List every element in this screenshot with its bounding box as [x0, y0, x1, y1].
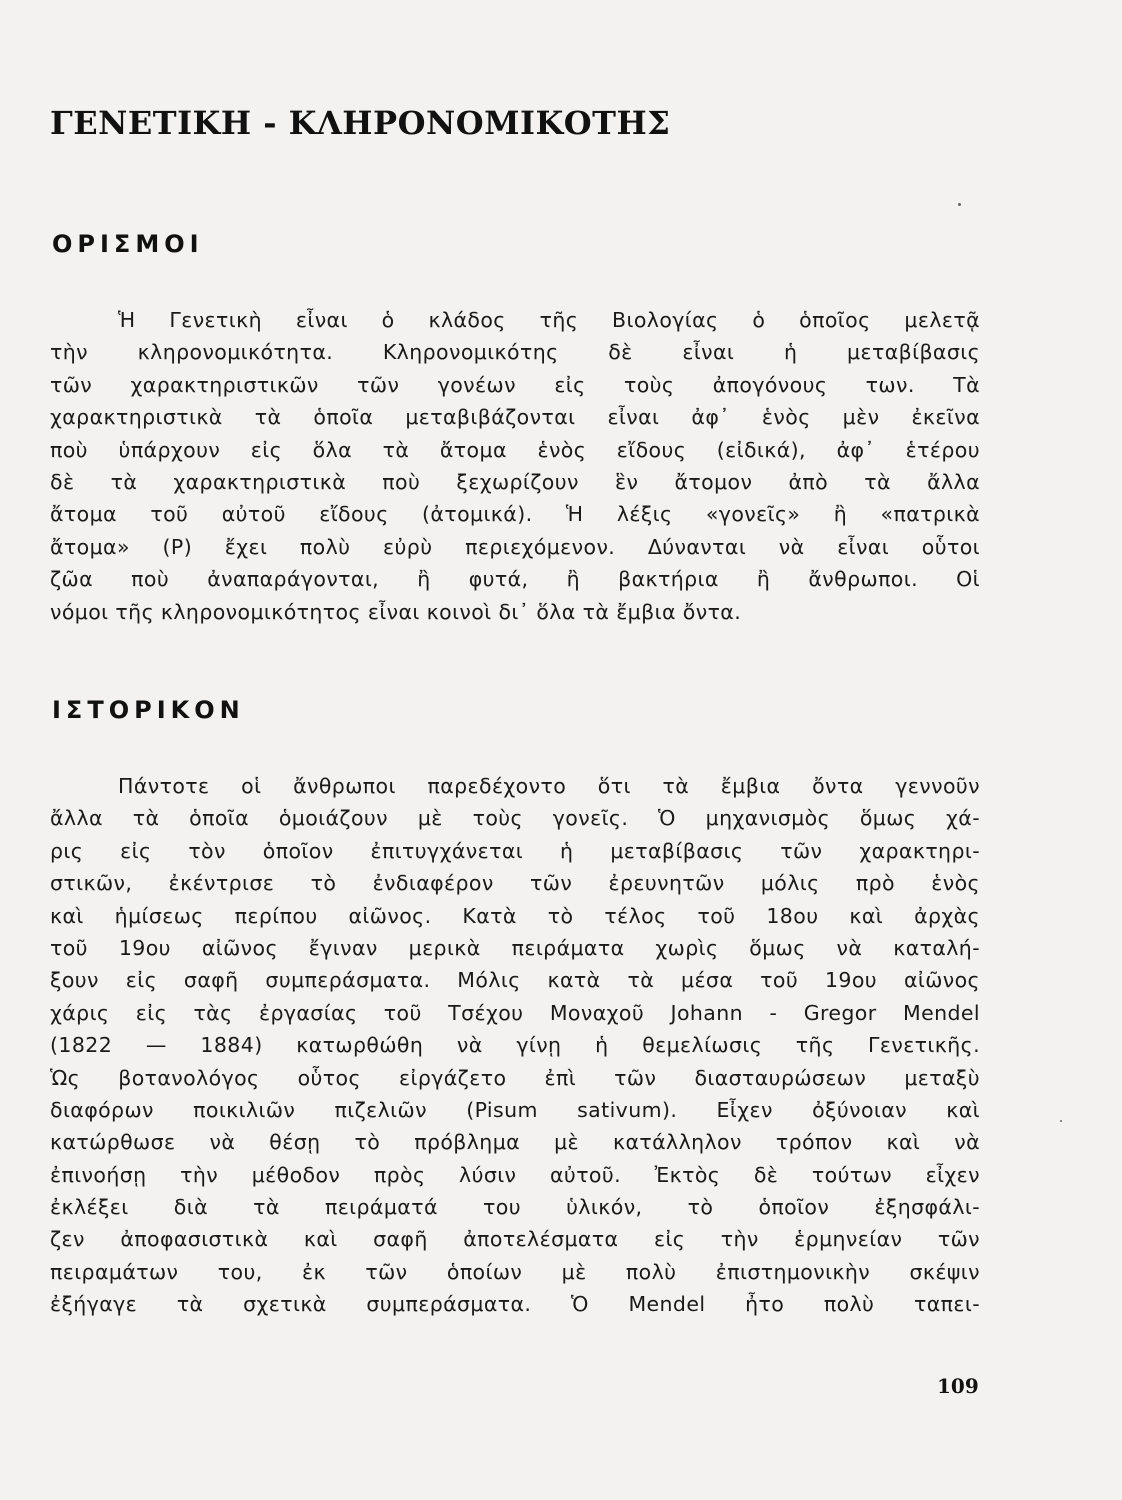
print-speck: [1060, 1120, 1062, 1122]
chapter-title: ΓΕΝΕΤΙΚΗ - ΚΛΗΡΟΝΟΜΙΚΟΤΗΣ: [50, 104, 671, 142]
text-line: (1822 — 1884) κατωρθώθη νὰ γίνῃ ἡ θεμελίωσις τῆς Γενετικῆς.: [50, 1033, 980, 1058]
text-line: ξουν εἰς σαφῆ συμπεράσματα. Μόλις κατὰ τὰ μέσα τοῦ 19ου αἰῶνος: [50, 968, 980, 993]
text-line: Ἡ Γενετικὴ εἶναι ὁ κλάδος τῆς Βιολογίας ὁ ὁποῖος μελετᾷ: [118, 308, 980, 332]
section-heading-history: ΙΣΤΟΡΙΚΟΝ: [52, 696, 245, 724]
text-line: ζεν ἀποφασιστικὰ καὶ σαφῆ ἀποτελέσματα εἰς τὴν ἑρμηνείαν τῶν: [50, 1227, 980, 1252]
definitions-paragraph: [50, 304, 980, 628]
text-line: τοῦ 19ου αἰῶνος ἔγιναν μερικὰ πειράματα χωρὶς ὅμως νὰ καταλή-: [50, 935, 980, 960]
section-heading-definitions: ΟΡΙΣΜΟΙ: [52, 230, 204, 258]
text-line: ἐξήγαγε τὰ σχετικὰ συμπεράσματα. Ὁ Mendel ἦτο πολὺ ταπει-: [50, 1292, 980, 1317]
text-line: ἄλλα τὰ ὁποῖα ὁμοιάζουν μὲ τοὺς γονεῖς. Ὁ μηχανισμὸς ὅμως χά-: [50, 806, 980, 831]
text-line: καὶ ἡμίσεως περίπου αἰῶνος. Κατὰ τὸ τέλος τοῦ 18ου καὶ ἀρχὰς: [50, 903, 980, 928]
print-speck: [958, 203, 961, 206]
text-line: τὴν κληρονομικότητα. Κληρονομικότης δὲ εἶναι ἡ μεταβίβασις: [50, 340, 980, 365]
text-line: ρις εἰς τὸν ὁποῖον ἐπιτυγχάνεται ἡ μεταβίβασις τῶν χαρακτηρι-: [50, 838, 980, 863]
text-line: Πάντοτε οἱ ἄνθρωποι παρεδέχοντο ὅτι τὰ ἔμβια ὄντα γεννοῦν: [118, 774, 980, 798]
text-line: χαρακτηριστικὰ τὰ ὁποῖα μεταβιβάζονται εἶναι ἀφ᾽ ἑνὸς μὲν ἐκεῖνα: [50, 405, 980, 430]
text-line: ἐκλέξει διὰ τὰ πειράματά του ὑλικόν, τὸ ὁποῖον ἐξησφάλι-: [50, 1195, 980, 1220]
text-line: κατώρθωσε νὰ θέσῃ τὸ πρόβλημα μὲ κατάλληλον τρόπον καὶ νὰ: [50, 1130, 980, 1155]
text-line: ζῶα ποὺ ἀναπαράγονται, ἢ φυτά, ἢ βακτήρια ἢ ἄνθρωποι. Οἱ: [50, 567, 980, 592]
text-line: ἄτομα τοῦ αὐτοῦ εἴδους (ἀτομικά). Ἡ λέξις «γονεῖς» ἢ «πατρικὰ: [50, 502, 980, 527]
text-line: πειραμάτων του, ἐκ τῶν ὁποίων μὲ πολὺ ἐπιστημονικὴν σκέψιν: [50, 1259, 980, 1284]
text-line: Ὡς βοτανολόγος οὗτος εἰργάζετο ἐπὶ τῶν διασταυρώσεων μεταξὺ: [50, 1065, 980, 1090]
text-line: χάρις εἰς τὰς ἐργασίας τοῦ Τσέχου Μοναχοῦ Johann - Gregor Mendel: [50, 1000, 980, 1025]
text-line: νόμοι τῆς κληρονομικότητος εἶναι κοινοὶ δι᾽ ὅλα τὰ ἔμβια ὄντα.: [50, 599, 742, 624]
text-line: ἄτομα» (P) ἔχει πολὺ εὐρὺ περιεχόμενον. Δύνανται νὰ εἶναι οὗτοι: [50, 534, 980, 559]
text-line: στικῶν, ἐκέντρισε τὸ ἐνδιαφέρον τῶν ἐρευνητῶν μόλις πρὸ ἑνὸς: [50, 871, 980, 896]
page-number: 109: [937, 1374, 979, 1398]
history-paragraph: [50, 770, 980, 1321]
text-line: ἐπινοήσῃ τὴν μέθοδον πρὸς λύσιν αὐτοῦ. Ἐκτὸς δὲ τούτων εἶχεν: [50, 1162, 980, 1187]
text-line: ποὺ ὑπάρχουν εἰς ὅλα τὰ ἄτομα ἑνὸς εἴδους (εἰδικά), ἀφ᾽ ἑτέρου: [50, 437, 980, 462]
text-line: δὲ τὰ χαρακτηριστικὰ ποὺ ξεχωρίζουν ἓν ἄτομον ἀπὸ τὰ ἄλλα: [50, 469, 980, 494]
text-line: διαφόρων ποικιλιῶν πιζελιῶν (Pisum sativum). Εἶχεν ὀξύνοιαν καὶ: [50, 1097, 980, 1122]
text-line: τῶν χαρακτηριστικῶν τῶν γονέων εἰς τοὺς ἀπογόνους των. Τὰ: [50, 372, 980, 397]
